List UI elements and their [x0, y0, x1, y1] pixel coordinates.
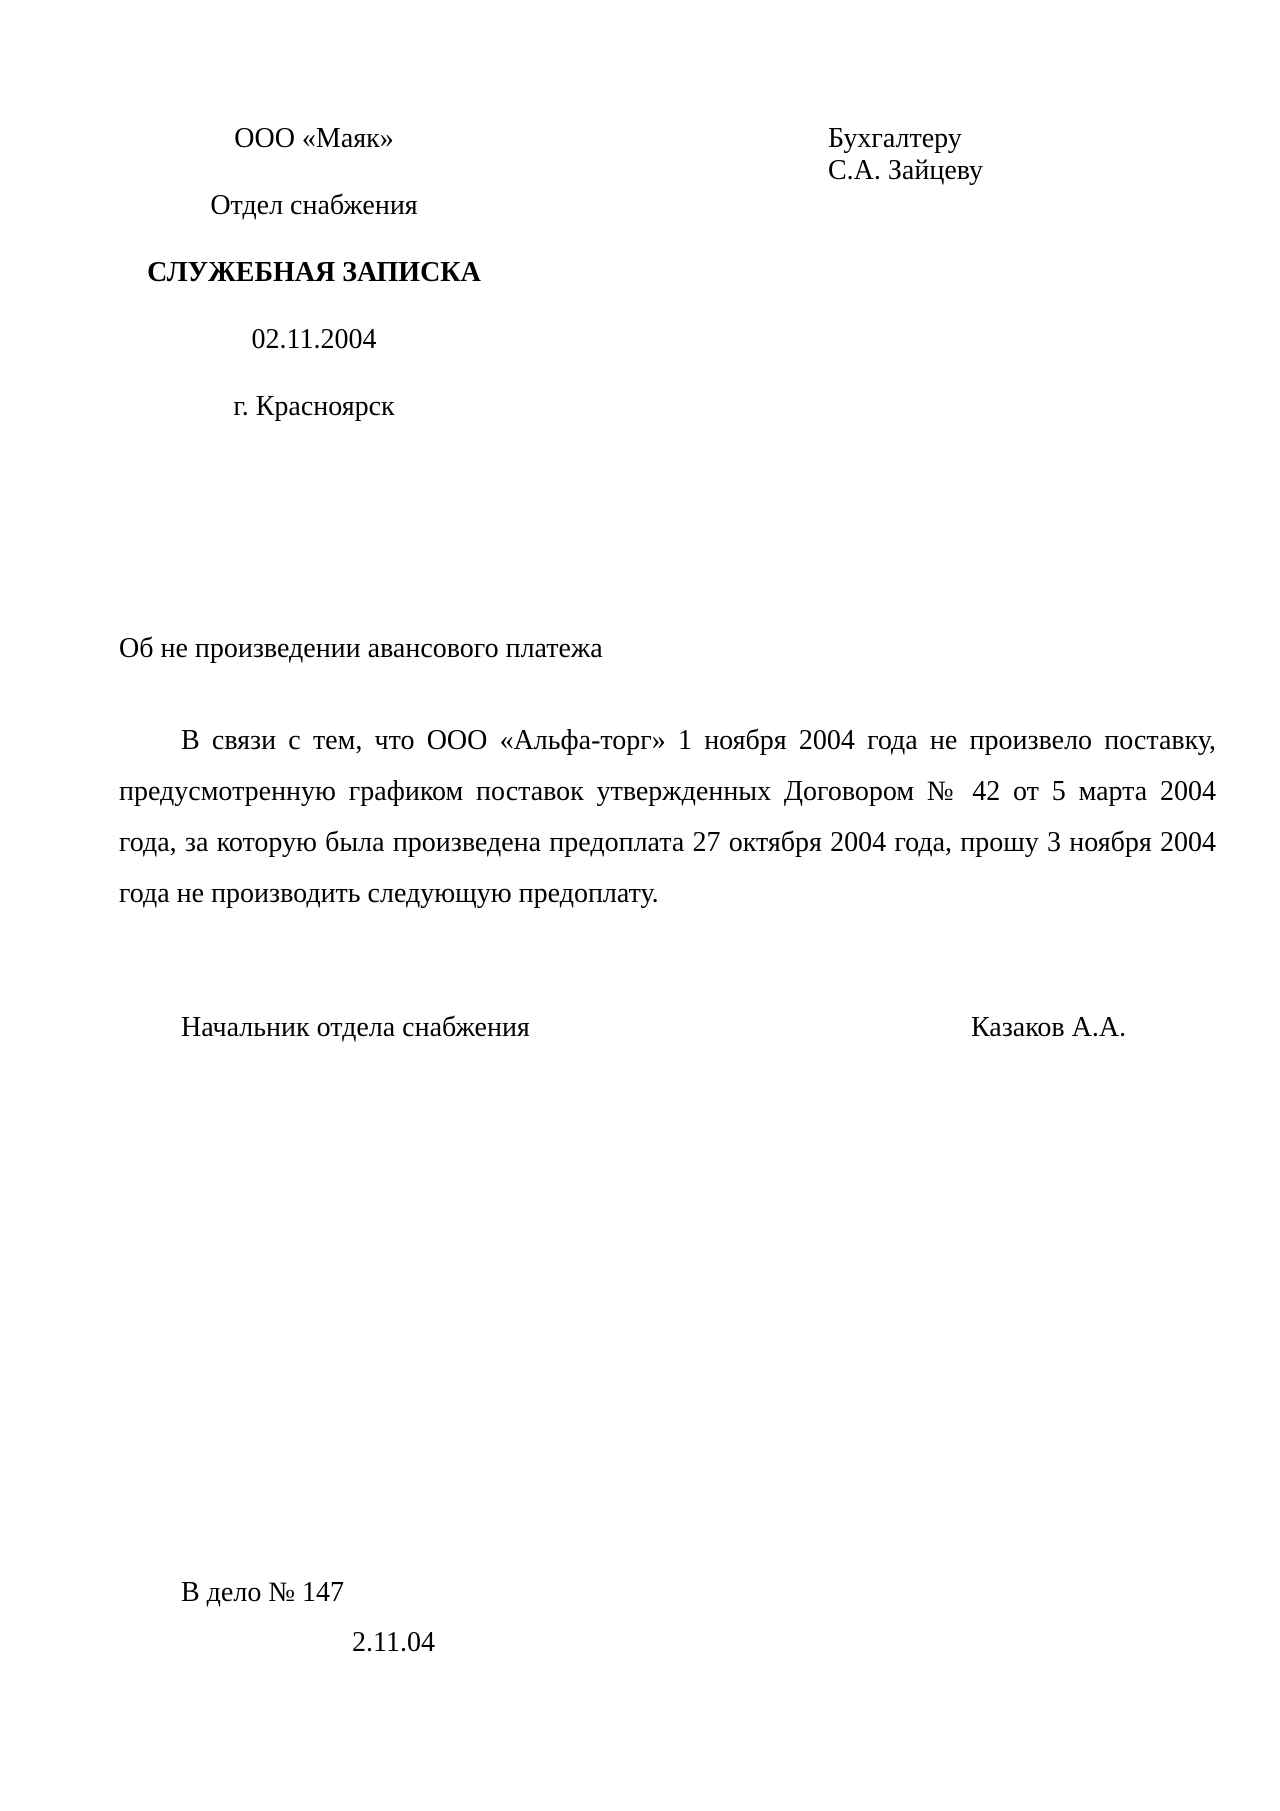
filing-date: 2.11.04 — [352, 1627, 435, 1658]
addressee-position: Бухгалтеру — [828, 123, 962, 154]
signatory-name: Казаков А.А. — [971, 1012, 1127, 1043]
department-name: Отдел снабжения — [210, 190, 418, 221]
document-city: г. Красноярск — [233, 391, 395, 422]
filing-note: В дело № 147 — [181, 1577, 345, 1608]
addressee-name: С.А. Зайцеву — [828, 155, 984, 186]
document-body: В связи с тем, что ООО «Альфа-торг» 1 ноября 2004 года не произвело поставку, предусмотренную графиком поставок утвержденных Договором № 42 от 5 марта 2004 года, за которую была произведена предоплата 27 октября 2004 года, прошу 3 ноября 2004 года не производить следующую предоплату. — [119, 725, 1216, 909]
org-name: ООО «Маяк» — [234, 123, 394, 154]
signatory-position: Начальник отдела снабжения — [181, 1012, 530, 1043]
document-title: СЛУЖЕБНАЯ ЗАПИСКА — [147, 257, 481, 288]
document-date: 02.11.2004 — [251, 324, 377, 355]
document-subject: Об не произведении авансового платежа — [119, 633, 603, 664]
